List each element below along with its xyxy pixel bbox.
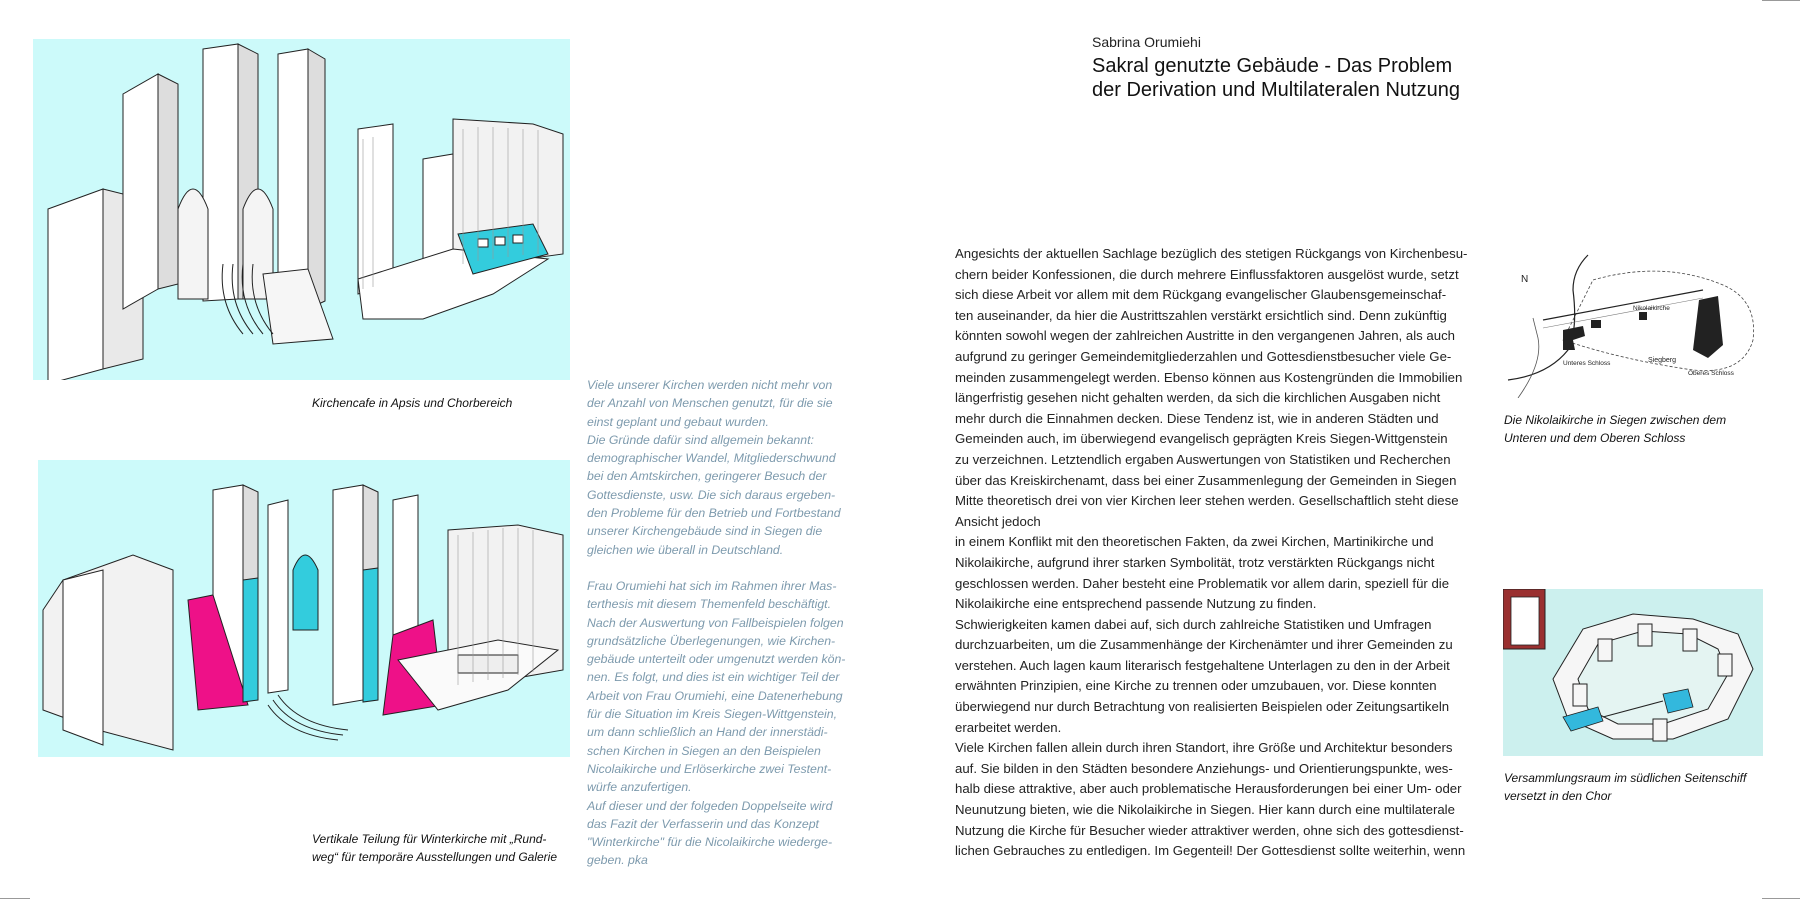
caption-plan-line: Versammlungsraum im südlichen Seitenschiff: [1504, 771, 1747, 785]
intro-para2: [587, 577, 857, 870]
intro-line: einst geplant und gebaut wurden.: [587, 414, 769, 429]
caption-plan: [1504, 769, 1746, 805]
body-line: aufgrund zu geringer Gemeindemitgliederzahlen und Gottesdienstbesucher viele Ge-: [955, 348, 1452, 364]
intro-line: terthesis mit diesem Themenfeld beschäftigt.: [587, 597, 831, 612]
body-line: auf. Sie bilden in den Städten besondere Anziehungs- und Orientierungspunkte, wes-: [955, 760, 1453, 776]
body-line: geschlossen werden. Daher besteht eine Problematik vor allem darin, speziell für die: [955, 575, 1450, 591]
body-line: Viele Kirchen fallen allein durch ihren Standort, ihre Größe und Architektur besonders: [955, 740, 1453, 756]
body-line: erwähnten Prinzipien, eine Kirche zu trennen oder umzubauen, vor. Diese konnten: [955, 678, 1437, 694]
intro-line: Nach der Auswertung von Fallbeispielen folgen: [587, 615, 844, 630]
body-line: Nikolaikirche, aufgrund ihrer starken Symbolität, trotz verstärkten Rückgangs nicht: [955, 554, 1435, 570]
intro-line: Viele unserer Kirchen werden nicht mehr von: [587, 378, 833, 392]
intro-line: das Fazit der Verfasserin und das Konzept: [587, 816, 819, 831]
body-line: über das Kreiskirchenamt, dass bei einer Zusammenlegung der Gemeinden in Siegen: [955, 472, 1457, 488]
caption-bottom-line: Vertikale Teilung für Winterkirche mit „Rund-: [312, 832, 547, 846]
map-label: Siegberg: [1648, 357, 1677, 364]
author-name: Sabrina Orumiehi: [1092, 34, 1201, 50]
intro-line: schen Kirchen in Siegen an den Beispielen: [587, 743, 821, 758]
intro-line: Arbeit von Frau Orumiehi, eine Datenerhebung: [587, 688, 843, 703]
body-text: [955, 244, 1485, 862]
body-line: chern beider Konfessionen, die durch mehrere Einflussfaktoren ausgelöst wurde, setzt: [955, 266, 1459, 282]
intro-line: bei den Amtskirchen, geringerer Besuch der: [587, 469, 827, 484]
intro-line: grundsätzliche Überlegenungen, wie Kirchen-: [587, 633, 836, 648]
intro-line: Nicolaikirche und Erlöserkirche zwei Testent-: [587, 761, 832, 776]
body-line: erarbeitet werden.: [955, 719, 1062, 735]
church-plan-figure: [1503, 589, 1763, 756]
body-line: verstehen. Auch lagen kaum literarisch festgehaltene Unterlagen zu den in der Arbeit: [955, 657, 1450, 673]
body-line: Ansicht jedoch: [955, 513, 1041, 529]
body-line: Neunutzung bieten, wie die Nikolaikirche in Siegen. Hier kann durch eine multilaterale: [955, 802, 1455, 818]
caption-bottom-line: weg“ für temporäre Ausstellungen und Galerie: [312, 850, 558, 864]
intro-line: gebäude unterteilt oder umgenutzt werden kön-: [587, 652, 846, 667]
article-title: [1092, 54, 1460, 102]
body-line: längerfristig gesehen nicht gehalten werden, da sich die kirchlichen Ausgaben nicht: [955, 390, 1441, 406]
intro-line: den Probleme für den Betrieb und Fortbestand: [587, 506, 841, 521]
intro-line: demographischer Wandel, Mitgliederschwund: [587, 451, 836, 466]
map-label: Unteres Schloss: [1563, 360, 1611, 367]
intro-line: Gottesdienste, usw. Die sich daraus ergeben-: [587, 487, 836, 502]
body-line: zu verzeichnen. Letztendlich ergaben Auswertungen von Statistiken und Recherchen: [955, 451, 1451, 467]
caption-map: [1504, 411, 1726, 447]
body-line: Nikolaikirche eine entsprechend passende Nutzung zu finden.: [955, 596, 1317, 612]
body-line: meinden zusammengelegt werden. Ebenso können aus Kostengründen die Immobilien: [955, 369, 1463, 385]
intro-line: um dann schließlich an Hand der innerstädi-: [587, 725, 828, 740]
body-line: durchzuarbeiten, um die Zusammenhänge der Kirchenämter und ihrer Gemeinden zu: [955, 637, 1453, 653]
body-line: Nutzung die Kirche für Besucher wieder attraktiver werden, ohne sich des gottesdienst-: [955, 822, 1464, 838]
body-line: ten auseinander, da hier die Austrittszahlen verstärkt ersichtlich sind. Denn zukünftig: [955, 307, 1447, 323]
body-line: mehr durch die Einnahmen decken. Diese Tendenz ist, wie in anderen Städten und: [955, 410, 1439, 426]
intro-line: nen. Es folgt, und dies ist ein wichtiger Teil der: [587, 670, 840, 685]
intro-line: würfe anzufertigen.: [587, 780, 692, 795]
intro-line: Frau Orumiehi hat sich im Rahmen ihrer Mas-: [587, 578, 837, 593]
crop-mark: [1762, 898, 1800, 899]
body-line: Angesichts der aktuellen Sachlage bezüglich des stetigen Rückgangs von Kirchenbesu-: [955, 246, 1468, 261]
caption-top-figure: Kirchencafe in Apsis und Chorbereich: [312, 396, 513, 410]
caption-map-line: Die Nikolaikirche in Siegen zwischen dem: [1504, 413, 1727, 427]
intro-text: [587, 376, 857, 870]
body-line: sich diese Arbeit vor allem mit dem Rückgang evangelischer Glaubensgemeinschaf-: [955, 287, 1447, 303]
intro-line: Auf dieser und der folgeden Doppelseite wird: [587, 798, 833, 813]
body-line: Schwierigkeiten kamen dabei auf, sich durch zahlreiche Statistiken und Umfragen: [955, 616, 1432, 632]
body-line: überwiegend nur durch Betrachtung von realisierten Beispielen oder Zeitungsartikeln: [955, 699, 1450, 715]
body-line: in einem Konflikt mit den theoretischen Fakten, da zwei Kirchen, Martinikirche und: [955, 534, 1434, 550]
body-line: lichen Gebrauches zu entledigen. Im Gegenteil! Der Gottesdienst sollte weiterhin, wenn: [955, 843, 1466, 859]
church-model-cafe-figure: [33, 39, 570, 380]
siegen-map-figure: [1503, 250, 1763, 398]
title-line: Sakral genutzte Gebäude - Das Problem: [1092, 55, 1453, 77]
intro-line: "Winterkirche" für die Nicolaikirche wiederge-: [587, 835, 833, 850]
intro-line: für die Situation im Kreis Siegen-Wittgenstein,: [587, 707, 838, 722]
intro-line: unserer Kirchengebäude sind in Siegen die: [587, 524, 823, 539]
body-line: halb diese attraktive, aber auch problematische Herausforderungen bei einer Um- oder: [955, 781, 1462, 797]
body-line: könnten sowohl wegen der zahlreichen Austritte in den vergangenen Jahren, als auch: [955, 328, 1455, 344]
intro-line: der Anzahl von Menschen genutzt, für die sie: [587, 396, 833, 411]
map-label: Nikolaikirche: [1633, 305, 1670, 312]
map-north-label: N: [1521, 274, 1529, 285]
intro-line: Die Gründe dafür sind allgemein bekannt:: [587, 432, 814, 447]
intro-line: geben. pka: [587, 853, 648, 868]
title-line: der Derivation und Multilateralen Nutzung: [1092, 79, 1460, 101]
crop-mark: [0, 898, 30, 899]
church-model-winterkirche-figure: [38, 460, 570, 757]
intro-para1: [587, 376, 857, 559]
crop-mark: [1762, 0, 1800, 1]
map-label: Oberes Schloss: [1688, 370, 1734, 377]
caption-bottom-figure: [312, 830, 557, 866]
body-line: Gemeinden auch, im überwiegend evangelisch geprägten Kreis Siegen-Wittgenstein: [955, 431, 1448, 447]
intro-line: gleichen wie überall in Deutschland.: [587, 542, 784, 557]
body-line: Mitte theoretisch drei von vier Kirchen leer stehen werden. Gesellschaftlich steht diese: [955, 493, 1459, 509]
caption-map-line: Unteren und dem Oberen Schloss: [1504, 431, 1686, 445]
caption-plan-line: versetzt in den Chor: [1504, 789, 1612, 803]
